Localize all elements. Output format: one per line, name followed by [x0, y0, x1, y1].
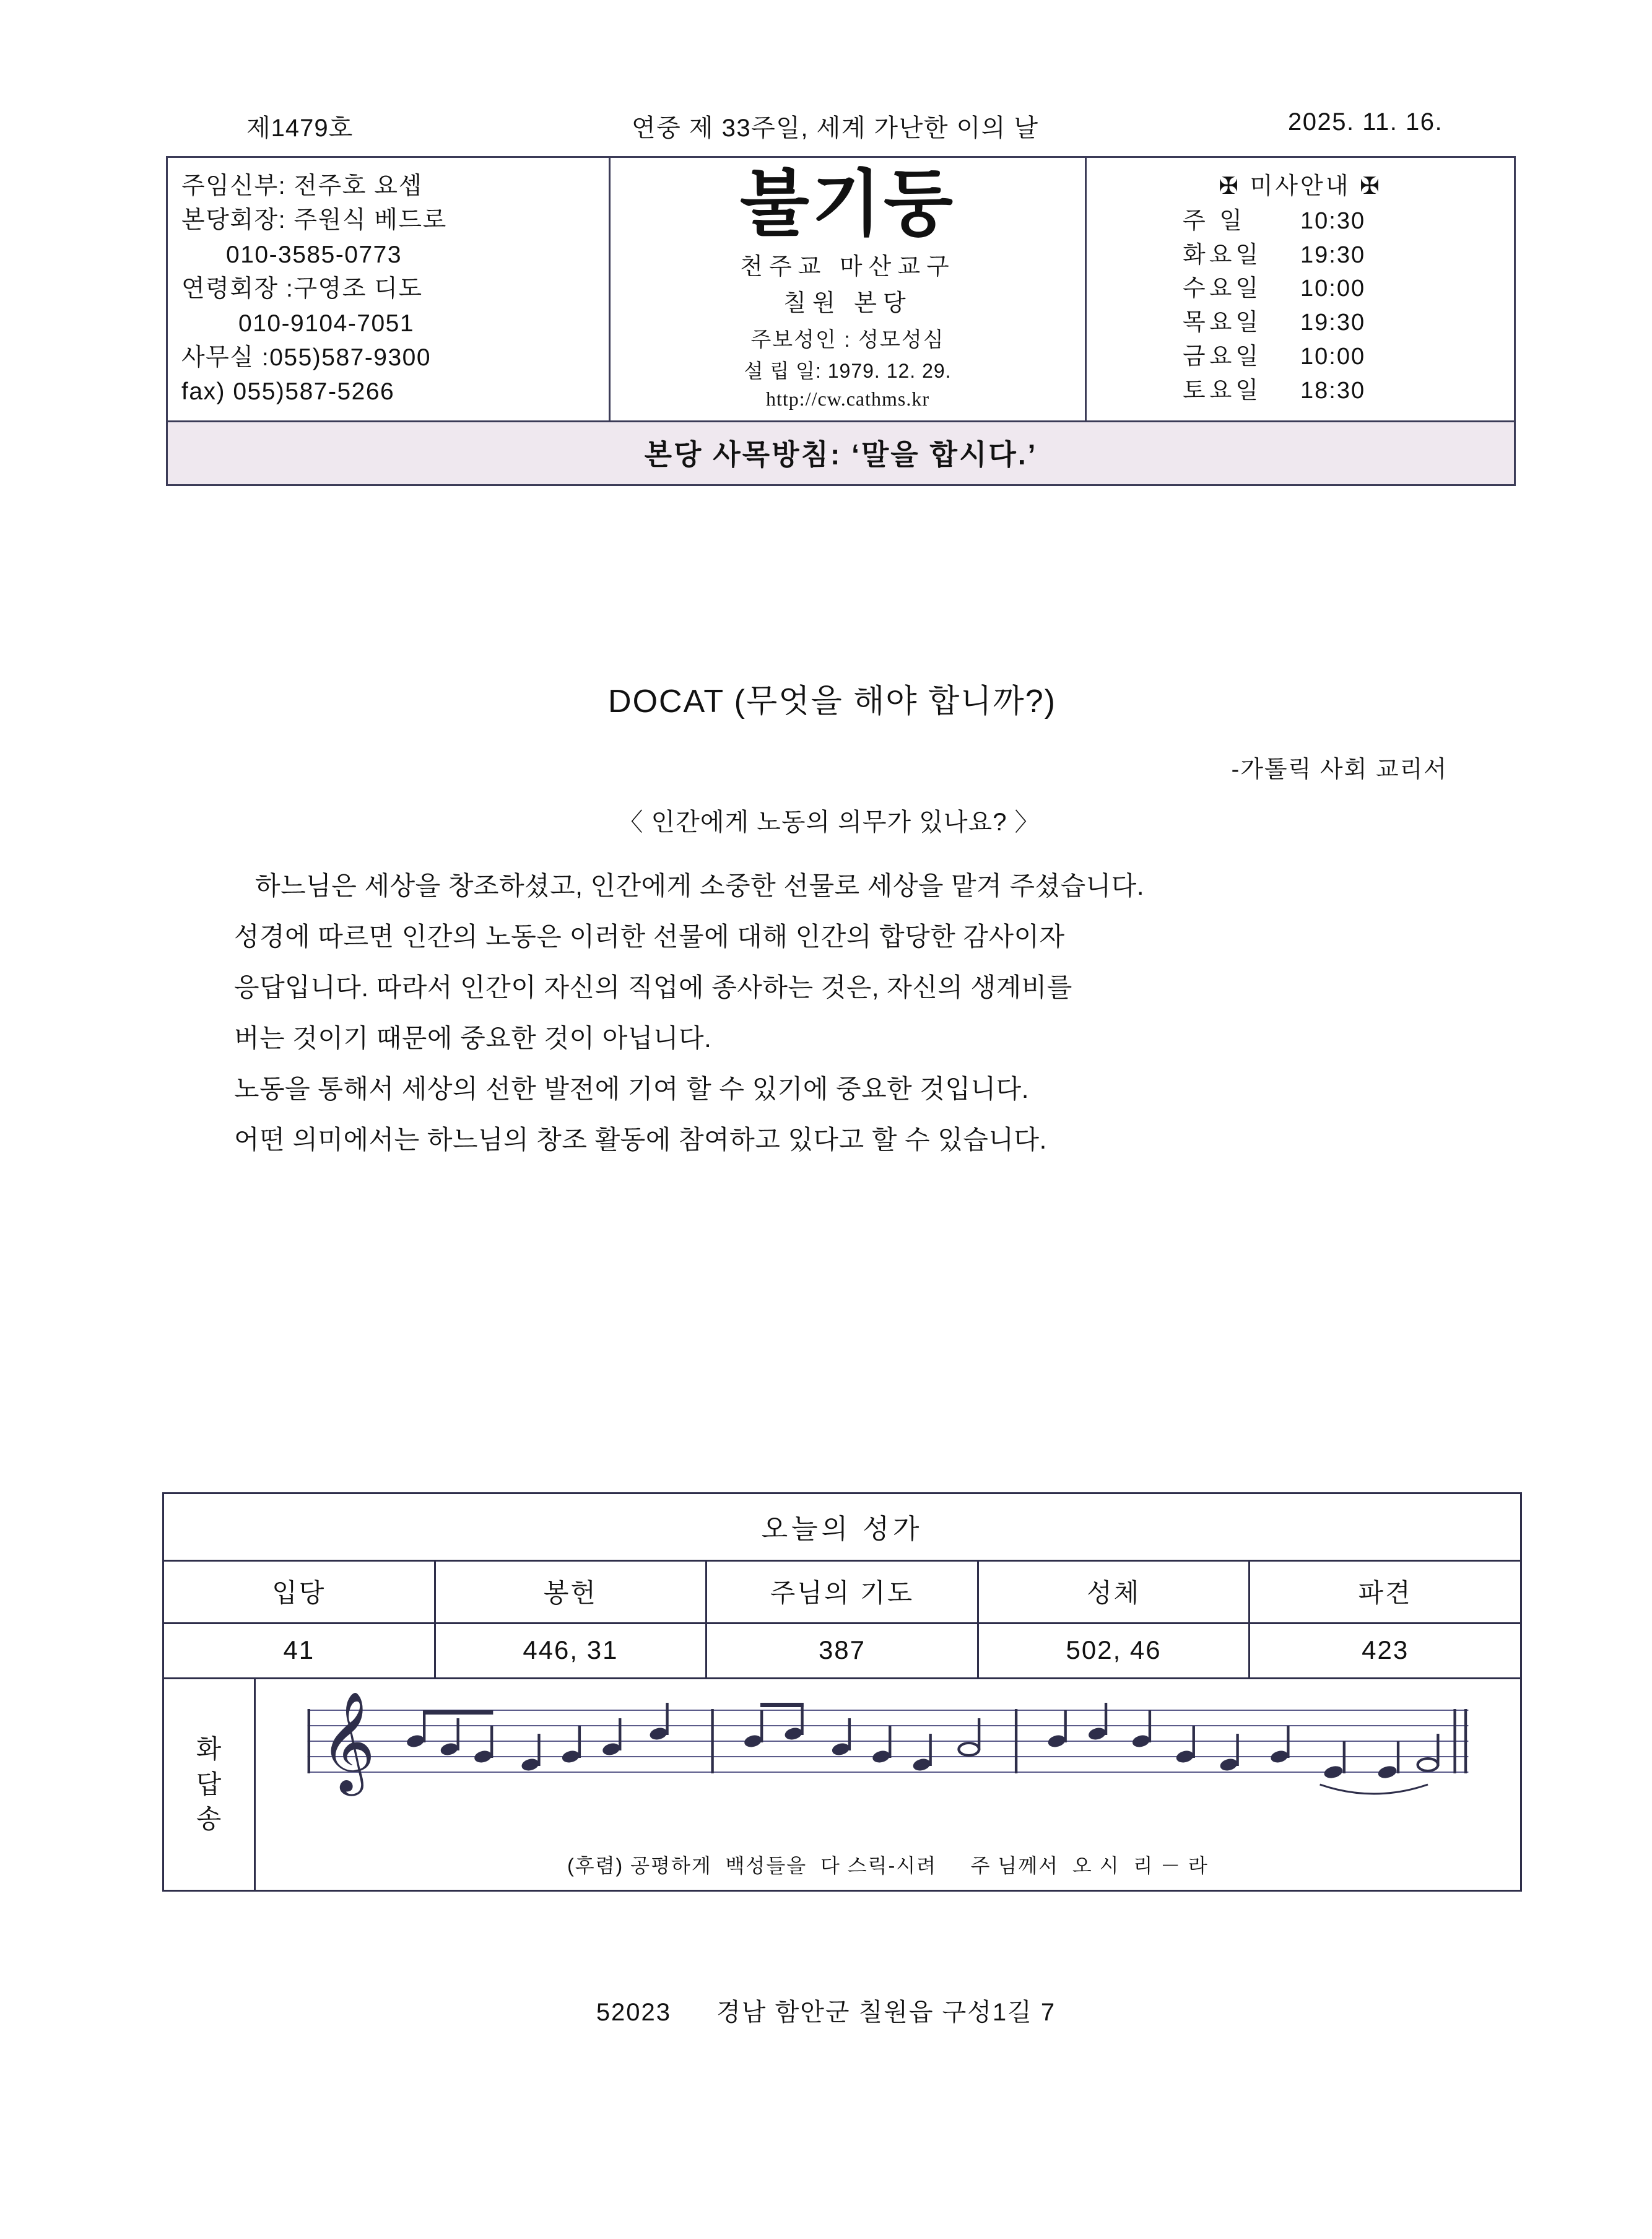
footer [0, 1993, 1652, 2028]
founding-date: 설 립 일: 1979. 12. 29. [744, 359, 952, 382]
mass-time: 18:30 [1300, 377, 1366, 404]
office-phone: 사무실 :055)587-9300 [181, 344, 432, 371]
hymn-table [162, 1492, 1522, 1892]
article-section [0, 675, 1652, 1170]
hymn-column-header: 파견 [1358, 1578, 1412, 1607]
mass-schedule-row [1093, 272, 1508, 306]
hymn-column-header: 봉헌 [436, 1562, 708, 1622]
responsorial-label-char: 답 [196, 1769, 222, 1799]
article-paragraph: 성경에 따르면 인간의 노동은 이러한 선물에 대해 인간의 합당한 감사이자 [234, 922, 1065, 952]
hymn-number: 446, 31 [436, 1624, 708, 1677]
mass-schedule-row [1093, 374, 1508, 408]
mass-day: 금요일 [1183, 343, 1263, 370]
article-question: 〈 인간에게 노동의 의무가 있나요? 〉 [618, 809, 1040, 836]
fax-number: fax) 055)587-5266 [181, 378, 395, 406]
article-paragraph: 어떤 의미에서는 하느님의 창조 활동에 참여하고 있다고 할 수 있습니다. [234, 1125, 1047, 1155]
diocese-name: 천주교 마산교구 [740, 253, 955, 280]
masthead-row [168, 158, 1514, 420]
article-paragraph: 하느님은 세상을 창조하셨고, 인간에게 소중한 선물로 세상을 맡겨 주셨습니다. [255, 871, 1144, 900]
svg-text:𝄞: 𝄞 [320, 1690, 376, 1792]
article-paragraph: 노동을 통해서 세상의 선한 발전에 기여 할 수 있기에 중요한 것입니다. [234, 1074, 1029, 1104]
masthead-box [166, 156, 1516, 486]
article-paragraph: 버는 것이기 때문에 중요한 것이 아닙니다. [234, 1024, 712, 1053]
hymn-number: 41 [164, 1624, 436, 1677]
issue-number: 제1479호 [246, 115, 354, 142]
hymn-number: 423 [1362, 1635, 1409, 1664]
issue-date: 2025. 11. 16. [1288, 108, 1443, 136]
mass-time: 10:00 [1300, 276, 1366, 302]
mass-schedule-block [1087, 158, 1514, 420]
mass-day: 수요일 [1183, 276, 1263, 302]
mass-day: 토요일 [1183, 377, 1263, 404]
legion-head-phone: 010-9104-7051 [238, 310, 415, 337]
responsorial-label-char: 송 [196, 1804, 222, 1834]
hymn-table-value-row [164, 1624, 1520, 1679]
bulletin-title-block [611, 158, 1087, 420]
article-body [0, 865, 1652, 1161]
postal-code: 52023 [596, 1999, 672, 2026]
article-subtitle: -가톨릭 사회 교리서 [1231, 757, 1448, 783]
parish-name: 칠원 본당 [783, 290, 912, 316]
mass-schedule-row [1093, 238, 1508, 272]
mass-time: 19:30 [1300, 241, 1366, 268]
patron-saint: 주보성인 : 성모성심 [750, 328, 945, 352]
mass-day: 목요일 [1183, 310, 1263, 336]
hymn-number: 502, 46 [979, 1624, 1251, 1677]
hymn-column-header: 성체 [979, 1562, 1251, 1622]
mass-day: 화요일 [1183, 241, 1263, 268]
mass-time: 19:30 [1300, 310, 1366, 336]
hymn-number: 387 [707, 1624, 979, 1677]
pastoral-motto-banner: 본당 사목방침: ‘말을 합시다.’ [168, 420, 1514, 484]
mass-day: 주 일 [1183, 208, 1246, 234]
bulletin-title: 불기둥 [739, 162, 956, 246]
responsorial-label-char: 화 [196, 1734, 222, 1763]
mass-schedule-row [1093, 204, 1508, 238]
responsorial-lyrics: (후렴) 공평하게 백성들을 다 스릭-시려 주 님께서 오 시 리 － 라 [567, 1854, 1209, 1877]
parish-contact-block [168, 158, 611, 420]
hymn-column-header: 주님의 기도 [707, 1562, 979, 1622]
mass-time: 10:30 [1300, 208, 1366, 234]
mass-schedule-title: ✠ 미사안내 ✠ [1219, 173, 1382, 199]
parish-council-phone: 010-3585-0773 [226, 241, 402, 268]
pastor-line: 주임신부: 전주호 요셉 [181, 173, 423, 199]
hymn-table-title: 오늘의 성가 [164, 1494, 1520, 1562]
address: 경남 함안군 칠원읍 구성1길 7 [716, 1999, 1056, 2026]
mass-time: 10:00 [1300, 343, 1366, 370]
responsorial-psalm-label [164, 1679, 256, 1890]
responsorial-psalm-row [164, 1679, 1520, 1890]
hymn-column-header: 입당 [164, 1562, 436, 1622]
mass-schedule-row [1093, 340, 1508, 374]
liturgical-day-title: 연중 제 33주일, 세계 가난한 이의 날 [632, 115, 1039, 142]
parish-website-link[interactable]: http://cw.cathms.kr [766, 387, 929, 410]
hymn-table-header-row [164, 1562, 1520, 1624]
responsorial-psalm-score [256, 1679, 1520, 1890]
music-notation-icon [280, 1685, 1495, 1834]
article-title: DOCAT (무엇을 해야 합니까?) [608, 684, 1056, 720]
legion-head-line: 연령회장 :구영조 디도 [181, 276, 423, 303]
article-paragraph: 응답입니다. 따라서 인간이 자신의 직업에 종사하는 것은, 자신의 생계비를 [234, 973, 1072, 1002]
mass-schedule-row [1093, 306, 1508, 340]
parish-council-line: 본당회장: 주원식 베드로 [181, 207, 447, 234]
